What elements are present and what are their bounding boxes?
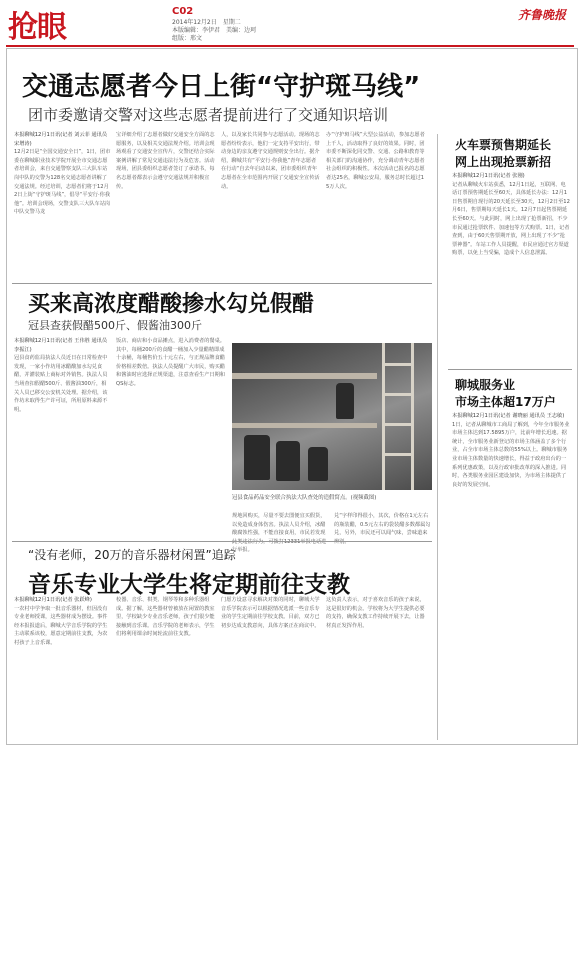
side1-byline: 本报聊城12月1日讯(记者 张刚) <box>452 173 525 179</box>
story3-column-2: 校器、音乐、棋类、钢琴等和多种乐器组成。据了解，这些器材曾被放在闲置的教室里，学校缺少专业音乐老师，孩子们很少能接触到音乐课。音乐学院的老师表示，学生们将利用课余时间轮流前往支教。 <box>116 597 215 638</box>
layout-credit: 组版：邢文 <box>172 35 203 42</box>
story1-column-1 <box>14 131 111 279</box>
side2-body <box>452 412 570 737</box>
side2-text: 1日，记者从聊城市工商局了解到，今年全市服务业市场主体达到17.5895万户，比前年增长迅速。据统计，全市服务业新登记的市场主体涵盖了多个行业，占全市市场主体总数的55%以上。聊城市服务业市场主体数量的快速增长，得益于政府出台的一系列优惠政策，以及行政审批改革的深入推进。同时，各类服务业园区建设加快，为市场主体提供了良好的发展空间。 <box>452 421 570 488</box>
story2-column-1 <box>14 337 111 537</box>
story1-byline: 本报聊城12月1日讯(记者 刘云菲 通讯员 宋增涛) <box>14 132 108 147</box>
masthead-meta <box>172 19 256 43</box>
side1-body <box>452 172 570 362</box>
photo-shelf <box>232 373 377 379</box>
story3-column-3: 门愿方设意寻求解决对策的同时，聊城大学音乐学院表示可以根据情况选派一些音乐专业的学生定期前往学校支教。目前，双方已初步达成支教意向，具体方案正在商议中。 <box>221 597 320 629</box>
story2-subhead: 冠县查获假醋500斤、假酱油300斤 <box>28 319 202 332</box>
side1-text: 记者从聊城火车站获悉，12月1日起，互联网、电话订票预售期延长至60天，具体延长办法：12月1日售票期自现行的20天延长至30天，12月2日至12月6日，售票期每天延长1天。12月7日起售票期延长至60天。与此同时，网上出现了抢票新招，不少市民通过抢票软件、加速包等方式购票。1日，记者查到，由于60天售票期开放，网上出现了不少“抢票神器”。车站工作人员提醒，市民应通过官方渠道购票，以免上当受骗，造成个人信息泄露。 <box>452 181 570 257</box>
story1-subhead: 团市委邀请交警对这些志愿者提前进行了交通知识培训 <box>28 106 389 124</box>
page-number: C02 <box>172 6 194 17</box>
masthead-rule <box>6 45 574 47</box>
sidebar-divider <box>437 134 438 740</box>
story-divider-1 <box>12 283 432 284</box>
story2-column-5: 兑“字样印得很小，其次，价格在1元左右的瓶装醋，0.5元左右的袋装醋多数都属勾兑，另外，市民还可以闻气味，尝味道来 <box>334 513 431 537</box>
side2-headline-1: 聊城服务业 <box>455 378 516 392</box>
issue-date: 2014年12月2日 星期二 <box>172 19 241 26</box>
section-brand: 抢眼 <box>8 10 66 45</box>
photo-barrel <box>244 435 270 480</box>
story2-column-2: 饭店、商店和小食品摊点，进入消费者的餐桌。其中，每桶200斤的食醋一桶加入少量醋精即成十余桶，每桶售价五十元左右，与正规品牌食醋价格相差数倍。执法人员提醒广大市民，购买醋和酱油时应选择正规渠道，注意查看生产日期和QS标志。 <box>116 338 225 387</box>
story3-text-1: 一农村中学争取一批音乐器材，但因没有专业老师授课，这些器材成为摆设。事件经本报报道后，聊城大学音乐学院的学生主动联系该校，愿意定期前往支教，为农村孩子上音乐课。 <box>14 605 108 646</box>
newspaper-logo: 齐鲁晚报 <box>517 8 566 22</box>
story3-headline: 音乐专业大学生将定期前往支教 <box>28 572 350 598</box>
photo-barrel <box>276 441 300 481</box>
counterfeit-workshop-photo <box>232 343 432 490</box>
story3-column-4: 这负责人表示，对于喜欢音乐的孩子来说，这是很好的机会。学校将为大学生提供必要的支持，确保支教工作持续开展下去，让器材真正发挥作用。 <box>326 597 425 629</box>
side1-headline-1: 火车票预售期延长 <box>455 138 552 152</box>
editor-credits: 本版编辑：李伊君 美编：边珂 <box>172 27 257 34</box>
story1-column-2: 宝详细介绍了志愿者做好交通安全方面的志愿服务，以及相关交通法规介绍。培训会现场观看了交通安全宣传片，交警还结合实际案例讲解了常见交通违法行为及危害。活动现场，团县委组织志愿者签订了承诺书，每名志愿者都表示会遵守交通法规并积极宣传。 <box>116 132 215 190</box>
side2-byline: 本报聊城12月1日讯(记者 谢晓丽 通讯员 王志敏) <box>452 413 565 419</box>
story2-byline: 本报聊城12月1日讯(记者 王伟胜 通讯员 李振江) <box>14 338 108 353</box>
photo-shelf <box>232 423 377 428</box>
side1-headline-2: 网上出现抢票新招 <box>455 155 552 169</box>
story2-column-4: 规地回购买，尽量不要去图便宜买假货，以免造成身体伤害。执法人员介绍，冰醋酸腐蚀性强，不能直接食用，市民若发现 行举报。 <box>232 513 326 554</box>
photo-ladder <box>382 343 414 490</box>
photo-barrel <box>308 447 328 481</box>
masthead <box>0 0 580 48</box>
story3-column-1 <box>14 596 111 736</box>
story1-column-4: 办“守护斑马线”大型公益活动，参加志愿者上千人，活动取得了良好的效果。同时，团市委不断深化同交警、交通、公路和教育等相关部门的沟通协作，充分调动青年志愿者社会组织的积极性。本次活动已报名的志愿者达25名，聊城公安局，服务总时长超过15万人次。 <box>326 132 425 190</box>
sidebar-story-divider <box>448 369 572 370</box>
side2-headline-2: 市场主体超17万户 <box>455 395 556 409</box>
story1-headline: 交通志愿者今日上街“守护斑马线” <box>22 72 421 102</box>
story3-byline: 本报聊城12月1日讯(记者 张跃峰) <box>14 597 92 603</box>
story1-text-1: 12月2日是“全国交通安全日”，1日，团市委在聊城职业技术学院开展全市交通志愿者培训会，来自交通警察支队三大队车站岗中队的交警为128名交通志愿者讲解了交通法规。经过培训，志愿者们将于12月2日上街“守护斑马线”，倡导“平安行·你我他”。培训会现场，交警支队三大队车站岗中队交警马龙 <box>14 149 111 216</box>
story2-text-1: 冠县食药监局执法人员近日在日常检查中发现，一家小作坊用冰醋酸加水勾兑食醋，并灌装贴上商标对外销售。执法人员当场查扣假醋500斤、假酱油300斤，相关人员已移交公安机关处理。据介绍，该作坊未取得生产许可证，所用原料来源不明。 <box>14 355 108 413</box>
story3-kicker: “没有老师，20万的音乐器材闲置”追踪 <box>28 548 236 562</box>
photo-caption: 冠县食品药品安全联合执法大队查处的造假窝点。(视频截图) <box>232 495 377 501</box>
story-divider-2 <box>12 541 432 542</box>
story2-headline: 买来高浓度醋酸掺水勾兑假醋 <box>28 292 315 317</box>
photo-bottle <box>336 383 354 419</box>
story1-column-3: 人，以及家长共同参与志愿活动。现场的志愿者纷纷表示，他们一定支持平安出行，带动身边的亲友遵守交通规则安全出行。据介绍，聊城共有“平安行·你我他”青年志愿者在行动“自去年启动以来，团市委组织青年志愿者在全市范围内开展了交通安全宣传活动。 <box>221 132 320 190</box>
